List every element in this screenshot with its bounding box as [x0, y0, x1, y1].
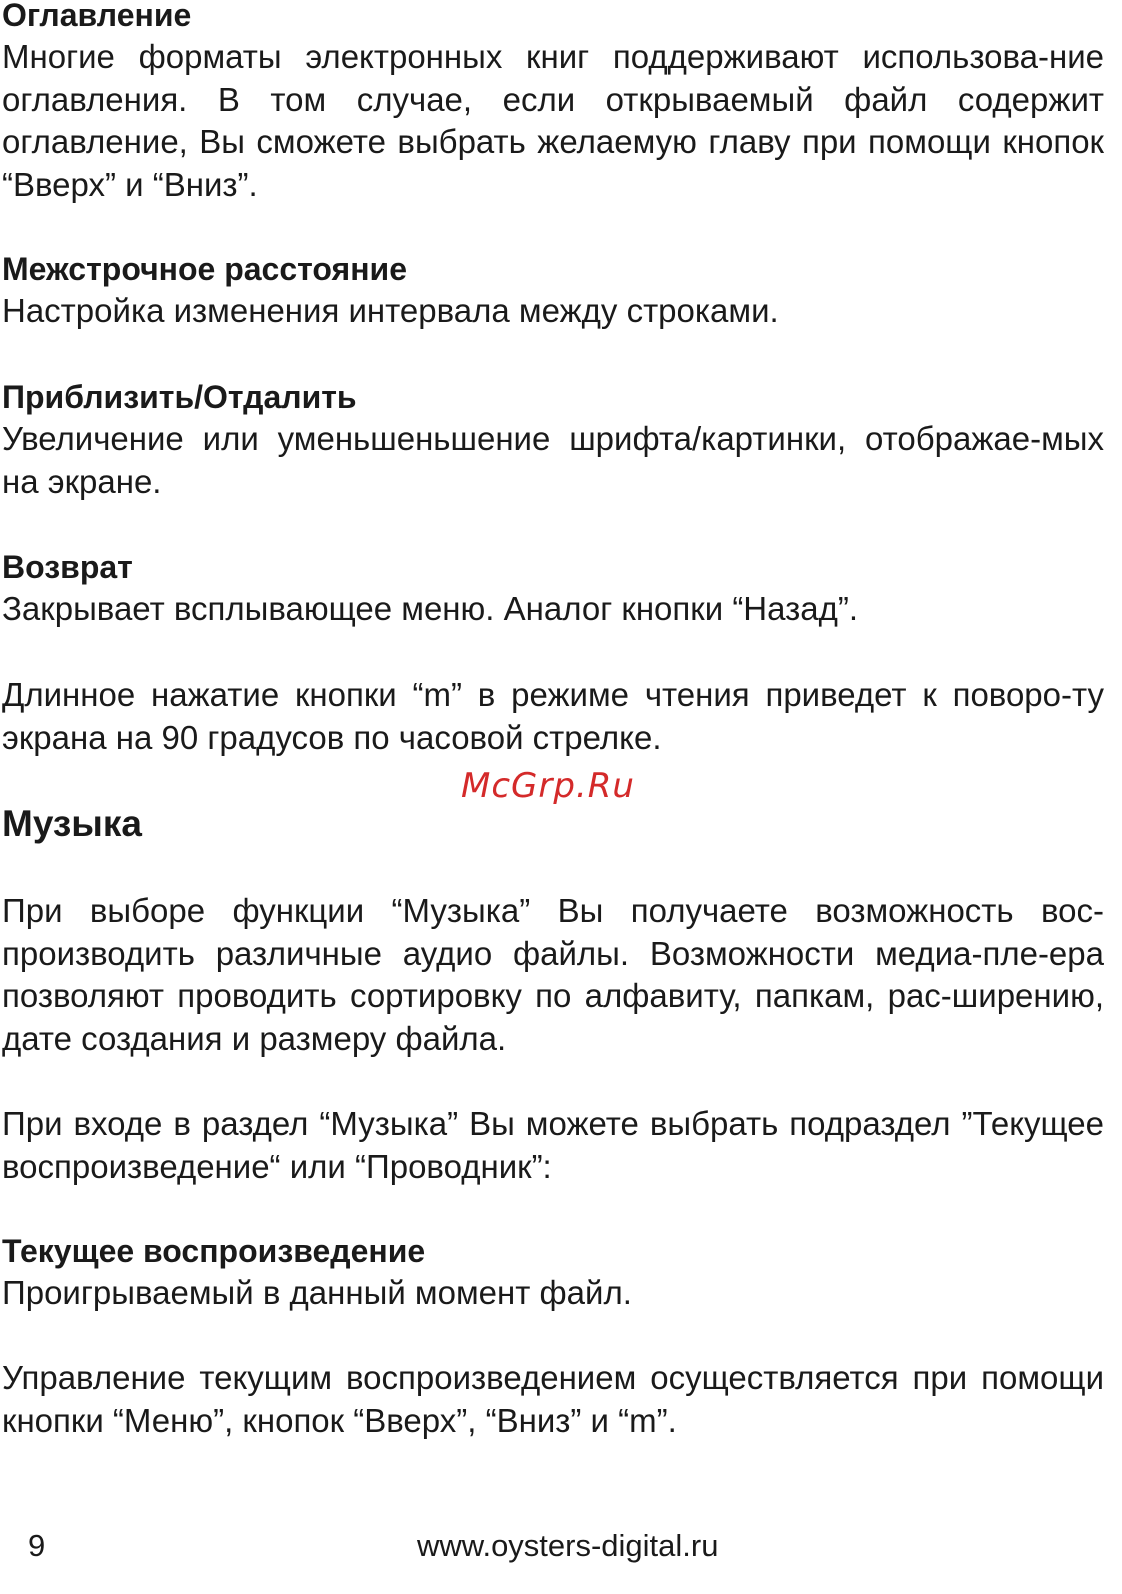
section-line-spacing [2, 248, 1104, 333]
section-long-press [2, 674, 1104, 759]
section-text: Закрывает всплывающее меню. Аналог кнопки “Назад”. [2, 590, 859, 627]
section-now-playing [2, 1230, 1104, 1315]
watermark: McGrp.Ru [461, 766, 635, 806]
section-text: Длинное нажатие кнопки “m” в режиме чтения приведет к поворо-ту экрана на 90 градусов по часовой стрелке. [2, 676, 1104, 756]
footer-url: www.oysters-digital.ru [417, 1528, 719, 1563]
page-number: 9 [28, 1528, 46, 1563]
section-music [2, 802, 1104, 846]
section-text: Управление текущим воспроизведением осуществляется при помощи кнопки “Меню”, кнопок “Вверх”, “Вниз” и “m”. [2, 1359, 1104, 1439]
section-heading: Текущее воспроизведение [2, 1233, 426, 1269]
section-text: Многие форматы электронных книг поддерживают использова-ние оглавления. В том случае, если открываемый файл содержит оглавление, Вы сможете выбрать желаемую главу при помощи кнопок “Вверх” и “Вниз”. [2, 38, 1104, 203]
music-intro [2, 890, 1104, 1060]
section-heading: Оглавление [2, 0, 192, 33]
now-playing-control [2, 1357, 1104, 1442]
section-zoom [2, 376, 1104, 503]
section-heading: Музыка [2, 803, 142, 844]
section-heading: Приблизить/Отдалить [2, 379, 357, 415]
section-toc [2, 0, 1104, 206]
section-text: При выборе функции “Музыка” Вы получаете возможность вос-производить различные аудио файлы. Возможности медиа-пле-ера позволяют проводить сортировку по алфавиту, папкам, рас-ширению, дате создания и размеру файла. [2, 892, 1104, 1057]
section-text: При входе в раздел “Музыка” Вы можете выбрать подраздел ”Текущее воспроизведение“ или “Проводник”: [2, 1105, 1104, 1185]
section-text: Настройка изменения интервала между строками. [2, 292, 779, 329]
section-back [2, 546, 1104, 631]
music-entry [2, 1103, 1104, 1188]
section-text: Увеличение или уменьшеньшение шрифта/картинки, отображае-мых на экране. [2, 420, 1104, 500]
section-heading: Межстрочное расстояние [2, 251, 407, 287]
section-text: Проигрываемый в данный момент файл. [2, 1274, 632, 1311]
section-heading: Возврат [2, 549, 133, 585]
